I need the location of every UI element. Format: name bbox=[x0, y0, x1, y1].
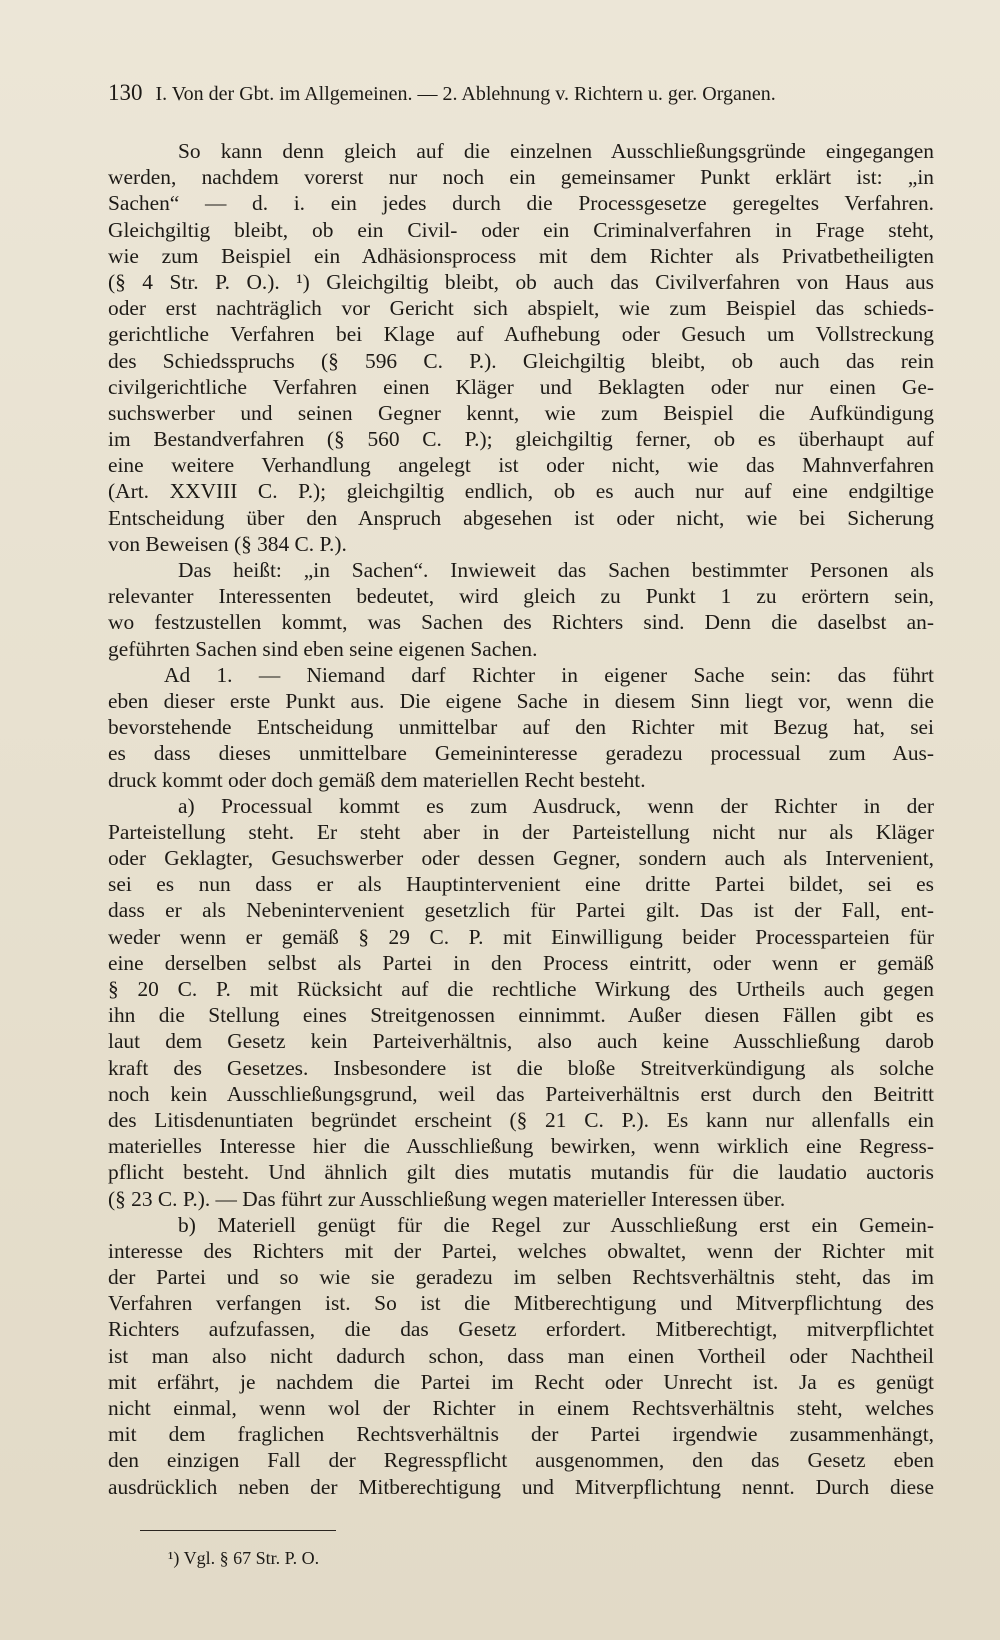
main-text bbox=[108, 138, 934, 1500]
text-line: b) Materiell genügt für die Regel zur Ausschließung erst ein Gemein- bbox=[178, 1212, 934, 1237]
footnote: ¹) Vgl. § 67 Str. P. O. bbox=[168, 1548, 320, 1568]
text-line: kraft des Gesetzes. Insbesondere ist die bloße Streitverkündigung als solche bbox=[108, 1055, 934, 1080]
text-line: mit dem fraglichen Rechtsverhältnis der Partei irgendwie zusammenhängt, bbox=[108, 1422, 934, 1447]
text-line: So kann denn gleich auf die einzelnen Ausschließungsgründe eingegangen bbox=[178, 139, 934, 163]
text-line: Sachen“ — d. i. ein jedes durch die Processgesetze geregeltes Verfahren. bbox=[108, 191, 934, 216]
text-line: ausdrücklich neben der Mitberechtigung und Mitverpflichtung nennt. Durch diese bbox=[108, 1474, 934, 1499]
text-line: des Schiedsspruchs (§ 596 C. P.). Gleichgiltig bleibt, ob auch das rein bbox=[108, 348, 934, 373]
text-line: von Beweisen (§ 384 C. P.). bbox=[108, 531, 347, 556]
text-line: pflicht besteht. Und ähnlich gilt dies mutatis mutandis für die laudatio auctoris bbox=[108, 1160, 934, 1185]
text-line: wie zum Beispiel ein Adhäsionsprocess mit dem Richter als Privatbetheiligten bbox=[108, 243, 934, 268]
text-line: (§ 4 Str. P. O.). ¹) Gleichgiltig bleibt, ob auch das Civilverfahren von Haus aus bbox=[108, 269, 934, 294]
text-line: gerichtliche Verfahren bei Klage auf Aufhebung oder Gesuch um Vollstreckung bbox=[108, 322, 934, 347]
text-line: relevanter Interessenten bedeutet, wird gleich zu Punkt 1 zu erörtern sein, bbox=[108, 584, 934, 609]
text-line: Entscheidung über den Anspruch abgesehen ist oder nicht, wie bei Sicherung bbox=[108, 505, 934, 530]
page-number: 130 bbox=[108, 80, 143, 105]
text-line: Richters aufzufassen, die das Gesetz erfordert. Mitberechtigt, mitverpflichtet bbox=[108, 1317, 934, 1342]
text-line: bevorstehende Entscheidung unmittelbar auf den Richter mit Bezug hat, sei bbox=[108, 715, 934, 740]
text-line: civilgerichtliche Verfahren einen Kläger und Beklagten oder nur einen Ge- bbox=[108, 374, 934, 399]
text-line: Parteistellung steht. Er steht aber in der Parteistellung nicht nur als Kläger bbox=[108, 819, 934, 844]
text-line: den einzigen Fall der Regresspflicht ausgenommen, den das Gesetz eben bbox=[108, 1448, 934, 1473]
text-line: sei es nun dass er als Hauptintervenient eine dritte Partei bildet, sei es bbox=[108, 872, 934, 897]
text-line: ihn die Stellung eines Streitgenossen einnimmt. Außer diesen Fällen gibt es bbox=[108, 1003, 934, 1028]
text-line: (§ 23 C. P.). — Das führt zur Ausschließung wegen materieller Interessen über. bbox=[108, 1186, 786, 1211]
text-line: § 20 C. P. mit Rücksicht auf die rechtliche Wirkung des Urtheils auch gegen bbox=[108, 977, 934, 1001]
text-line: des Litisdenuntiaten begründet erscheint (§ 21 C. P.). Es kann nur allenfalls ein bbox=[108, 1107, 934, 1132]
text-line: es dass dieses unmittelbare Gemeininteresse geradezu processual zum Aus- bbox=[108, 741, 934, 766]
text-line: Verfahren verfangen ist. So ist die Mitberechtigung und Mitverpflichtung des bbox=[108, 1291, 934, 1316]
text-line: Gleichgiltig bleibt, ob ein Civil- oder ein Criminalverfahren in Frage steht, bbox=[108, 217, 934, 242]
text-line: wo festzustellen kommt, was Sachen des Richters sind. Denn die daselbst an- bbox=[108, 610, 934, 635]
text-line: der Partei und so wie sie geradezu im selben Rechtsverhältnis steht, das im bbox=[108, 1265, 934, 1290]
text-line: werden, nachdem vorerst nur noch ein gemeinsamer Punkt erklärt ist: „in bbox=[108, 165, 934, 190]
text-line: Das heißt: „in Sachen“. Inwieweit das Sachen bestimmter Personen als bbox=[178, 558, 934, 582]
text-line: materielles Interesse hier die Ausschließung bewirken, wenn wirklich eine Regress- bbox=[108, 1134, 934, 1159]
text-line: mit erfährt, je nachdem die Partei im Recht oder Unrecht ist. Ja es genügt bbox=[108, 1369, 934, 1394]
text-line: Ad 1. — Niemand darf Richter in eigener Sache sein: das führt bbox=[164, 662, 934, 687]
text-line: noch kein Ausschließungsgrund, weil das Parteiverhältnis erst durch den Beitritt bbox=[108, 1081, 934, 1106]
text-line: eine derselben selbst als Partei in den Process eintritt, oder wenn er gemäß bbox=[108, 950, 934, 975]
text-line: (Art. XXVIII C. P.); gleichgiltig endlich, ob es auch nur auf eine endgiltige bbox=[108, 479, 934, 504]
text-line: a) Processual kommt es zum Ausdruck, wenn der Richter in der bbox=[178, 793, 934, 818]
text-line: eine weitere Verhandlung angelegt ist oder nicht, wie das Mahnverfahren bbox=[108, 453, 934, 478]
running-header bbox=[108, 80, 908, 107]
footnote-divider bbox=[140, 1530, 336, 1531]
text-line: laut dem Gesetz kein Parteiverhältnis, also auch keine Ausschließung darob bbox=[108, 1029, 934, 1054]
text-line: oder erst nachträglich vor Gericht sich abspielt, wie zum Beispiel das schieds- bbox=[108, 296, 934, 321]
text-line: ist man also nicht dadurch schon, dass man einen Vortheil oder Nachtheil bbox=[108, 1343, 934, 1368]
text-line: oder Geklagter, Gesuchswerber oder dessen Gegner, sondern auch als Intervenient, bbox=[108, 846, 934, 871]
text-line: druck kommt oder doch gemäß dem materiellen Recht besteht. bbox=[108, 767, 646, 792]
running-title: I. Von der Gbt. im Allgemeinen. — 2. Ablehnung v. Richtern u. ger. Organen. bbox=[155, 83, 776, 105]
text-line: suchswerber und seinen Gegner kennt, wie zum Beispiel die Aufkündigung bbox=[108, 400, 934, 425]
text-line: interesse des Richters mit der Partei, welches obwaltet, wenn der Richter mit bbox=[108, 1238, 934, 1263]
text-line: im Bestandverfahren (§ 560 C. P.); gleichgiltig ferner, ob es überhaupt auf bbox=[108, 427, 934, 452]
text-line: dass er als Nebenintervenient gesetzlich für Partei gilt. Das ist der Fall, ent- bbox=[108, 898, 934, 923]
text-line: nicht einmal, wenn wol der Richter in einem Rechtsverhältnis steht, welches bbox=[108, 1396, 934, 1420]
text-line: eben dieser erste Punkt aus. Die eigene Sache in diesem Sinn liegt vor, wenn die bbox=[108, 688, 934, 713]
text-line: geführten Sachen sind eben seine eigenen Sachen. bbox=[108, 636, 538, 661]
text-line: weder wenn er gemäß § 29 C. P. mit Einwilligung beider Processparteien für bbox=[108, 924, 934, 949]
